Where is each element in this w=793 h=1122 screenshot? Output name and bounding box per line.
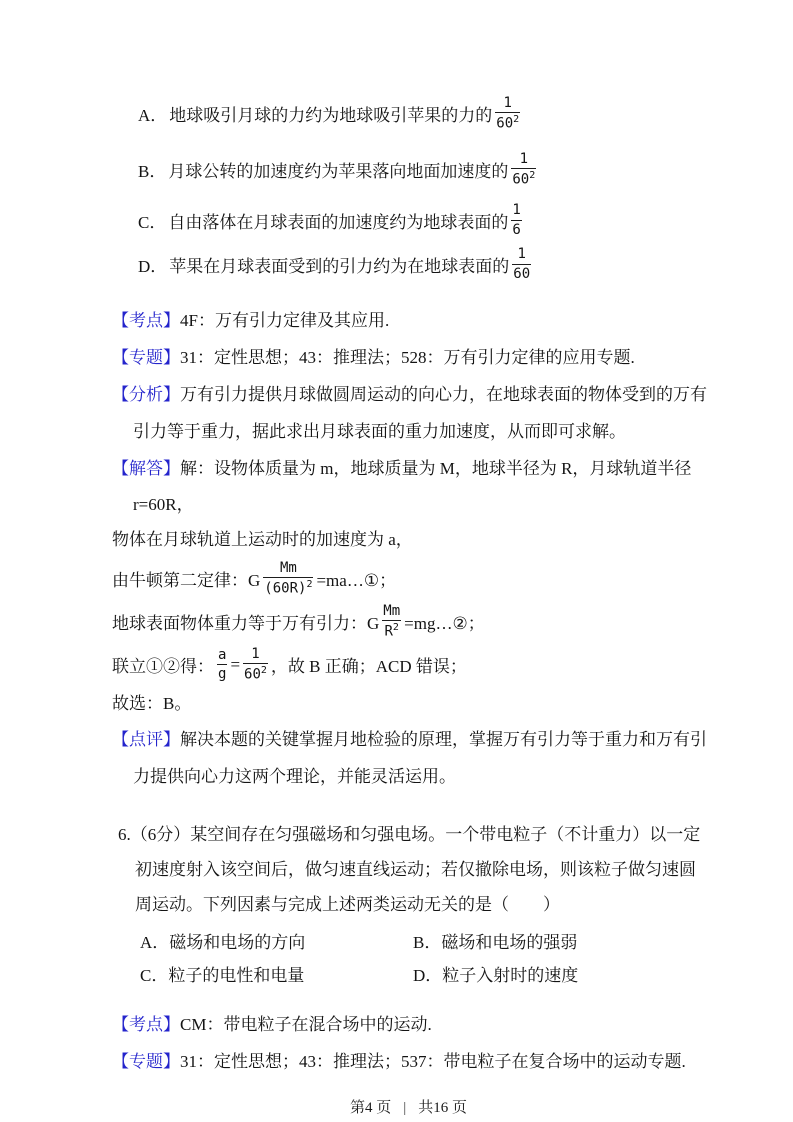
q6-stem-line3: 周运动。下列因素与完成上述两类运动无关的是（ ） (135, 895, 560, 914)
fraction-bar (511, 168, 536, 169)
q5-dianping-text2: 力提供向心力这两个理论，并能灵活运用。 (133, 767, 456, 786)
fraction-bar (495, 112, 520, 113)
q6-zhuanti-line (112, 1043, 705, 1080)
jieda-tag: 【解答】 (112, 459, 180, 478)
q5-kaodian-text: 4F：万有引力定律及其应用. (180, 311, 390, 330)
q5-jieda-line3: 物体在月球轨道上运动时的加速度为 a， (112, 530, 413, 549)
q5-jieda-line2: r=60R， (133, 495, 194, 514)
q5-option-c-text: 自由落体在月球表面的加速度约为地球表面的 (168, 212, 509, 232)
q5-option-b (112, 144, 705, 194)
q5-option-c-label: C． (138, 212, 167, 232)
q5-option-a (112, 88, 705, 138)
fraction-bar (217, 664, 227, 665)
zhuanti-tag: 【专题】 (112, 348, 180, 367)
fraction-a-over-g: $\frac{a}{g}$ (218, 646, 227, 682)
q5-fenxi-line2 (112, 413, 705, 450)
fraction-bar (243, 663, 268, 664)
fraction-bar (263, 577, 313, 578)
q5-jieda-line1 (112, 450, 705, 487)
q5-equation-3 (112, 643, 705, 686)
fraction-1-over-6: $\frac{1}{6}$ (512, 202, 521, 238)
q6-option-a: A．磁场和电场的方向 (140, 933, 306, 952)
q5-equation-2 (112, 600, 705, 643)
q5-option-d-label: D． (138, 256, 168, 276)
q5-dianping-line2 (112, 758, 705, 795)
q5-option-d-text: 苹果在月球表面受到的引力约为在地球表面的 (169, 256, 510, 276)
kaodian-tag: 【考点】 (112, 311, 180, 330)
q6-zhuanti-text: 31：定性思想；43：推理法；537：带电粒子在复合场中的运动专题. (180, 1052, 686, 1071)
fenxi-tag: 【分析】 (112, 385, 180, 404)
fraction-1-over-60sq: $\frac{1}{60^2}$ (512, 150, 536, 188)
q6-option-c: C．粒子的电性和电量 (140, 966, 305, 985)
eq2-prefix: 地球表面物体重力等于万有引力：G (112, 614, 380, 633)
q5-option-a-text: 地球吸引月球的力约为地球吸引苹果的力的 (169, 105, 493, 125)
fraction-1-over-60sq: $\frac{1}{60^2}$ (244, 646, 267, 683)
eq3-equals: = (230, 654, 241, 674)
page-footer (112, 1096, 705, 1117)
q5-option-a-label: A． (138, 105, 168, 125)
fraction-bar (382, 620, 401, 621)
q6-stem-line2: 初速度射入该空间后，做匀速直线运动；若仅撤除电场，则该粒子做匀速圆 (135, 860, 696, 879)
q5-dianping-line1 (112, 721, 705, 758)
q6-kaodian-text: CM：带电粒子在混合场中的运动. (180, 1015, 432, 1034)
q5-option-c (112, 200, 705, 240)
fraction-bar (511, 220, 521, 221)
zhuanti-tag: 【专题】 (112, 1052, 180, 1071)
footer-separator: | (403, 1100, 407, 1116)
q5-equation-1 (112, 557, 705, 600)
q5-kaodian-line (112, 302, 705, 339)
q5-dianping-text1: 解决本题的关键掌握月地检验的原理，掌握万有引力等于重力和万有引 (180, 730, 707, 749)
q6-option-b: B．磁场和电场的强弱 (413, 933, 578, 952)
q5-options (112, 88, 705, 284)
q5-conclusion: 故选：B。 (112, 694, 192, 713)
dianping-tag: 【点评】 (112, 730, 180, 749)
q5-option-b-label: B． (138, 161, 167, 181)
q5-jieda-text1: 解：设物体质量为 m，地球质量为 M，地球半径为 R，月球轨道半径 (180, 459, 692, 478)
eq1-suffix: =ma…①； (316, 571, 397, 590)
q5-fenxi-text1: 万有引力提供月球做圆周运动的向心力，在地球表面的物体受到的万有 (180, 385, 707, 404)
eq1-prefix: 由牛顿第二定律：G (112, 571, 261, 590)
eq3-suffix: ，故 B 正确；ACD 错误； (270, 657, 467, 676)
q6-kaodian-line (112, 1006, 705, 1043)
fraction-1-over-60sq: $\frac{1}{60^2}$ (496, 94, 520, 132)
question-6 (112, 817, 705, 992)
q5-zhuanti-line (112, 339, 705, 376)
fraction-1-over-60: $\frac{1}{60}$ (513, 246, 531, 282)
eq2-suffix: =mg…②； (404, 614, 485, 633)
kaodian-tag: 【考点】 (112, 1015, 180, 1034)
q5-fenxi-text2: 引力等于重力，据此求出月球表面的重力加速度，从而即可求解。 (133, 422, 626, 441)
q5-option-b-text: 月球公转的加速度约为苹果落向地面加速度的 (168, 161, 509, 181)
fraction-Mm-over-R-squared: $\frac{Mm}{R^2}$ (383, 603, 401, 640)
q6-stem-line1: 6.（6分）某空间存在匀强磁场和匀强电场。一个带电粒子（不计重力）以一定 (118, 825, 701, 844)
footer-page-number: 第4 页 (349, 1100, 392, 1116)
q5-fenxi-line1 (112, 376, 705, 413)
footer-total-pages: 共16 页 (418, 1100, 468, 1116)
eq3-prefix: 联立①②得： (112, 657, 214, 676)
q6-options (112, 926, 705, 992)
fraction-Mm-over-60R-squared: $\frac{Mm}{(60R)^2}$ (264, 560, 313, 597)
q5-option-d (112, 244, 705, 284)
q5-zhuanti-text: 31：定性思想；43：推理法；528：万有引力定律的应用专题. (180, 348, 635, 367)
fraction-bar (512, 264, 531, 265)
q6-option-d: D．粒子入射时的速度 (413, 966, 579, 985)
